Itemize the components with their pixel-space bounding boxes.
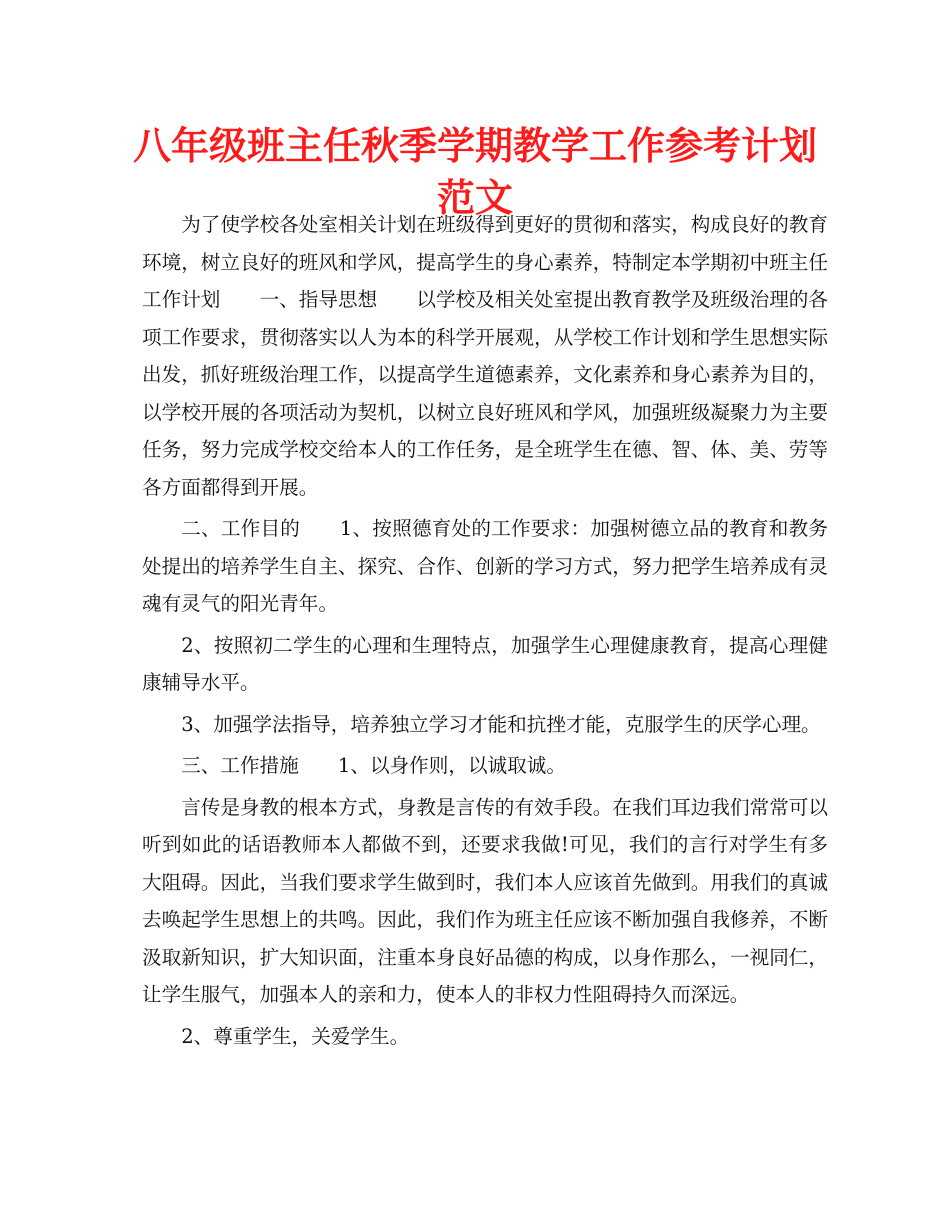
paragraph-lead-by-example: 言传是身教的根本方式，身教是言传的有效手段。在我们耳边我们常常可以听到如此的话语教师本人都做不到，还要求我做!可见，我们的言行对学生有多大阻碍。因此，当我们要求学生做到时，我们本人应该首先做到。用我们的真诚去唤起学生思想上的共鸣。因此，我们作为班主任应该不断加强自我修养，不断汲取新知识，扩大知识面，注重本身良好品德的构成，以身作那么，一视同仁，让学生服气，加强本人的亲和力，使本人的非权力性阻碍持久而深远。 [142, 795, 828, 1006]
paragraph-goal-3: 3、加强学法指导，培养独立学习才能和抗挫才能，克服学生的厌学心理。 [181, 712, 821, 736]
paragraph-measures: 三、工作措施 1、以身作则，以诚取诚。 [181, 754, 566, 777]
paragraph-goals: 二、工作目的 1、按照德育处的工作要求：加强树德立品的教育和教务处提出的培养学生自主、探究、合作、创新的学习方式，努力把学生培养成有灵魂有灵气的阳光青年。 [142, 517, 828, 615]
paragraph-intro: 为了使学校各处室相关计划在班级得到更好的贯彻和落实，构成良好的教育环境，树立良好的班风和学风，提高学生的身心素养，特制定本学期初中班主任工作计划 一、指导思想 以学校及相关处室提出教育教学及班级治理的各项工作要求，贯彻落实以人为本的科学开展观，从学校工作计划和学生思想实际出发，抓好班级治理工作，以提高学生道德素养，文化素养和身心素养为目的，以学校开展的各项活动为契机，以树立良好班风和学风，加强班级凝聚力为主要任务，努力完成学校交给本人的工作任务，是全班学生在德、智、体、美、劳等各方面都得到开展。 [142, 213, 828, 499]
paragraph-goal-2: 2、按照初二学生的心理和生理特点，加强学生心理健康教育，提高心理健康辅导水平。 [142, 633, 828, 694]
title-line-1: 八年级班主任秋季学期教学工作参考计划 [132, 124, 817, 168]
paragraph-respect-students: 2、尊重学生，关爱学生。 [181, 1024, 410, 1048]
document-body [142, 206, 828, 1059]
title-line-2: 范文 [436, 176, 513, 220]
